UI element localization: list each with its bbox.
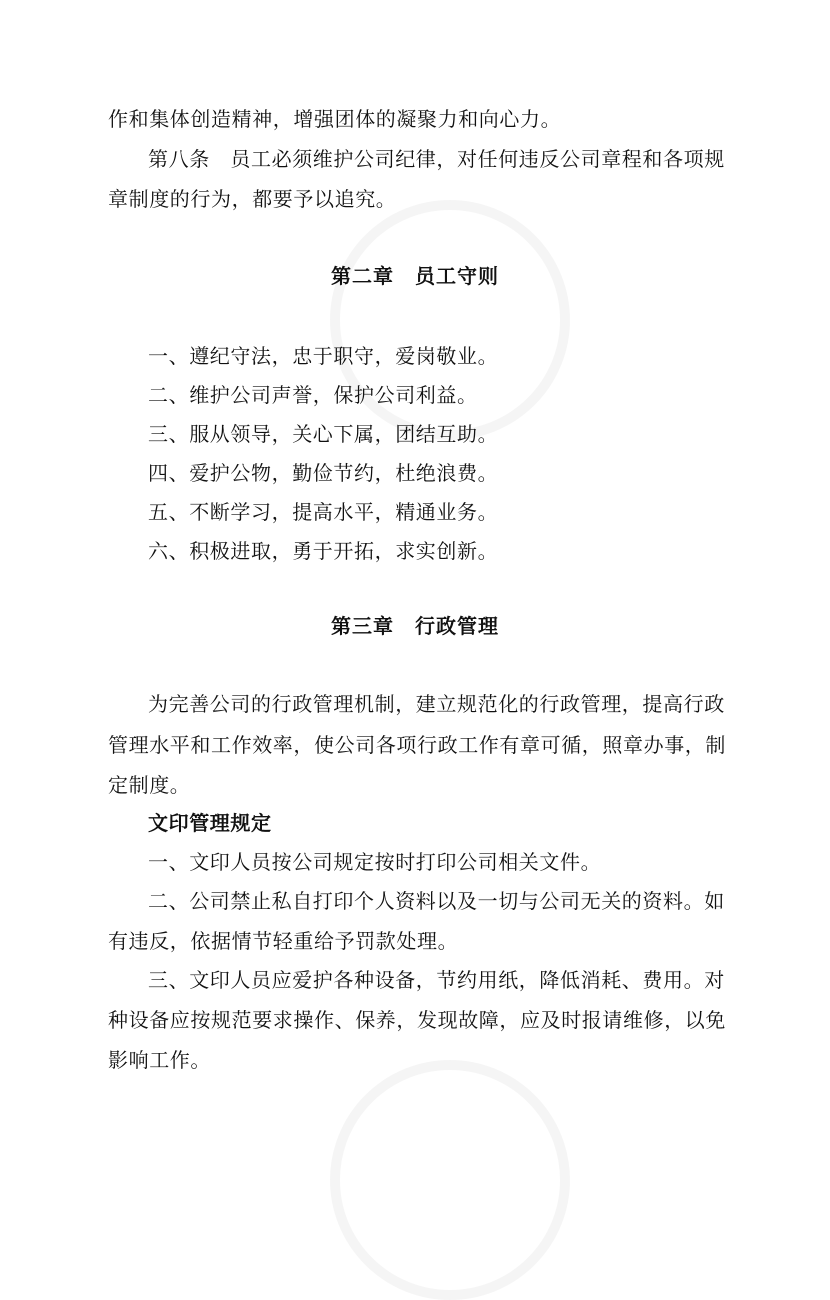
chapter-3-intro-line: 定制度。 xyxy=(108,773,191,797)
printing-rule-1: 一、文印人员按公司规定按时打印公司相关文件。 xyxy=(148,850,602,874)
chapter-3-intro-line: 管理水平和工作效率，使公司各项行政工作有章可循，照章办事，制 xyxy=(108,733,726,757)
rule-item: 六、积极进取，勇于开拓，求实创新。 xyxy=(148,539,499,563)
article-8-line: 第八条 员工必须维护公司纪律，对任何违反公司章程和各项规 xyxy=(148,147,725,171)
chapter-3-intro-line: 为完善公司的行政管理机制，建立规范化的行政管理，提高行政 xyxy=(148,692,725,716)
rule-item: 五、不断学习，提高水平，精通业务。 xyxy=(148,500,499,524)
paragraph-line: 作和集体创造精神，增强团体的凝聚力和向心力。 xyxy=(108,107,562,131)
rule-item: 四、爱护公物，勤俭节约，杜绝浪费。 xyxy=(148,461,499,485)
printing-rule-3-line: 影响工作。 xyxy=(108,1048,211,1072)
printing-rule-3-line: 种设备应按规范要求操作、保养，发现故障，应及时报请维修，以免 xyxy=(108,1008,726,1032)
printing-rule-2-line: 二、公司禁止私自打印个人资料以及一切与公司无关的资料。如 xyxy=(148,889,725,913)
printing-rule-3-line: 三、文印人员应爱护各种设备，节约用纸，降低消耗、费用。对 xyxy=(148,968,725,992)
printing-rule-2-line: 有违反，依据情节轻重给予罚款处理。 xyxy=(108,929,459,953)
rule-item: 三、服从领导，关心下属，团结互助。 xyxy=(148,422,499,446)
rule-item: 一、遵纪守法，忠于职守，爱岗敬业。 xyxy=(148,344,499,368)
watermark-seal xyxy=(330,1060,570,1300)
section-title-printing: 文印管理规定 xyxy=(148,811,272,835)
rule-item: 二、维护公司声誉，保护公司利益。 xyxy=(148,383,478,407)
article-8-line: 章制度的行为，都要予以追究。 xyxy=(108,187,397,211)
chapter-3-title: 第三章 行政管理 xyxy=(331,614,499,638)
chapter-2-title: 第二章 员工守则 xyxy=(331,264,499,288)
